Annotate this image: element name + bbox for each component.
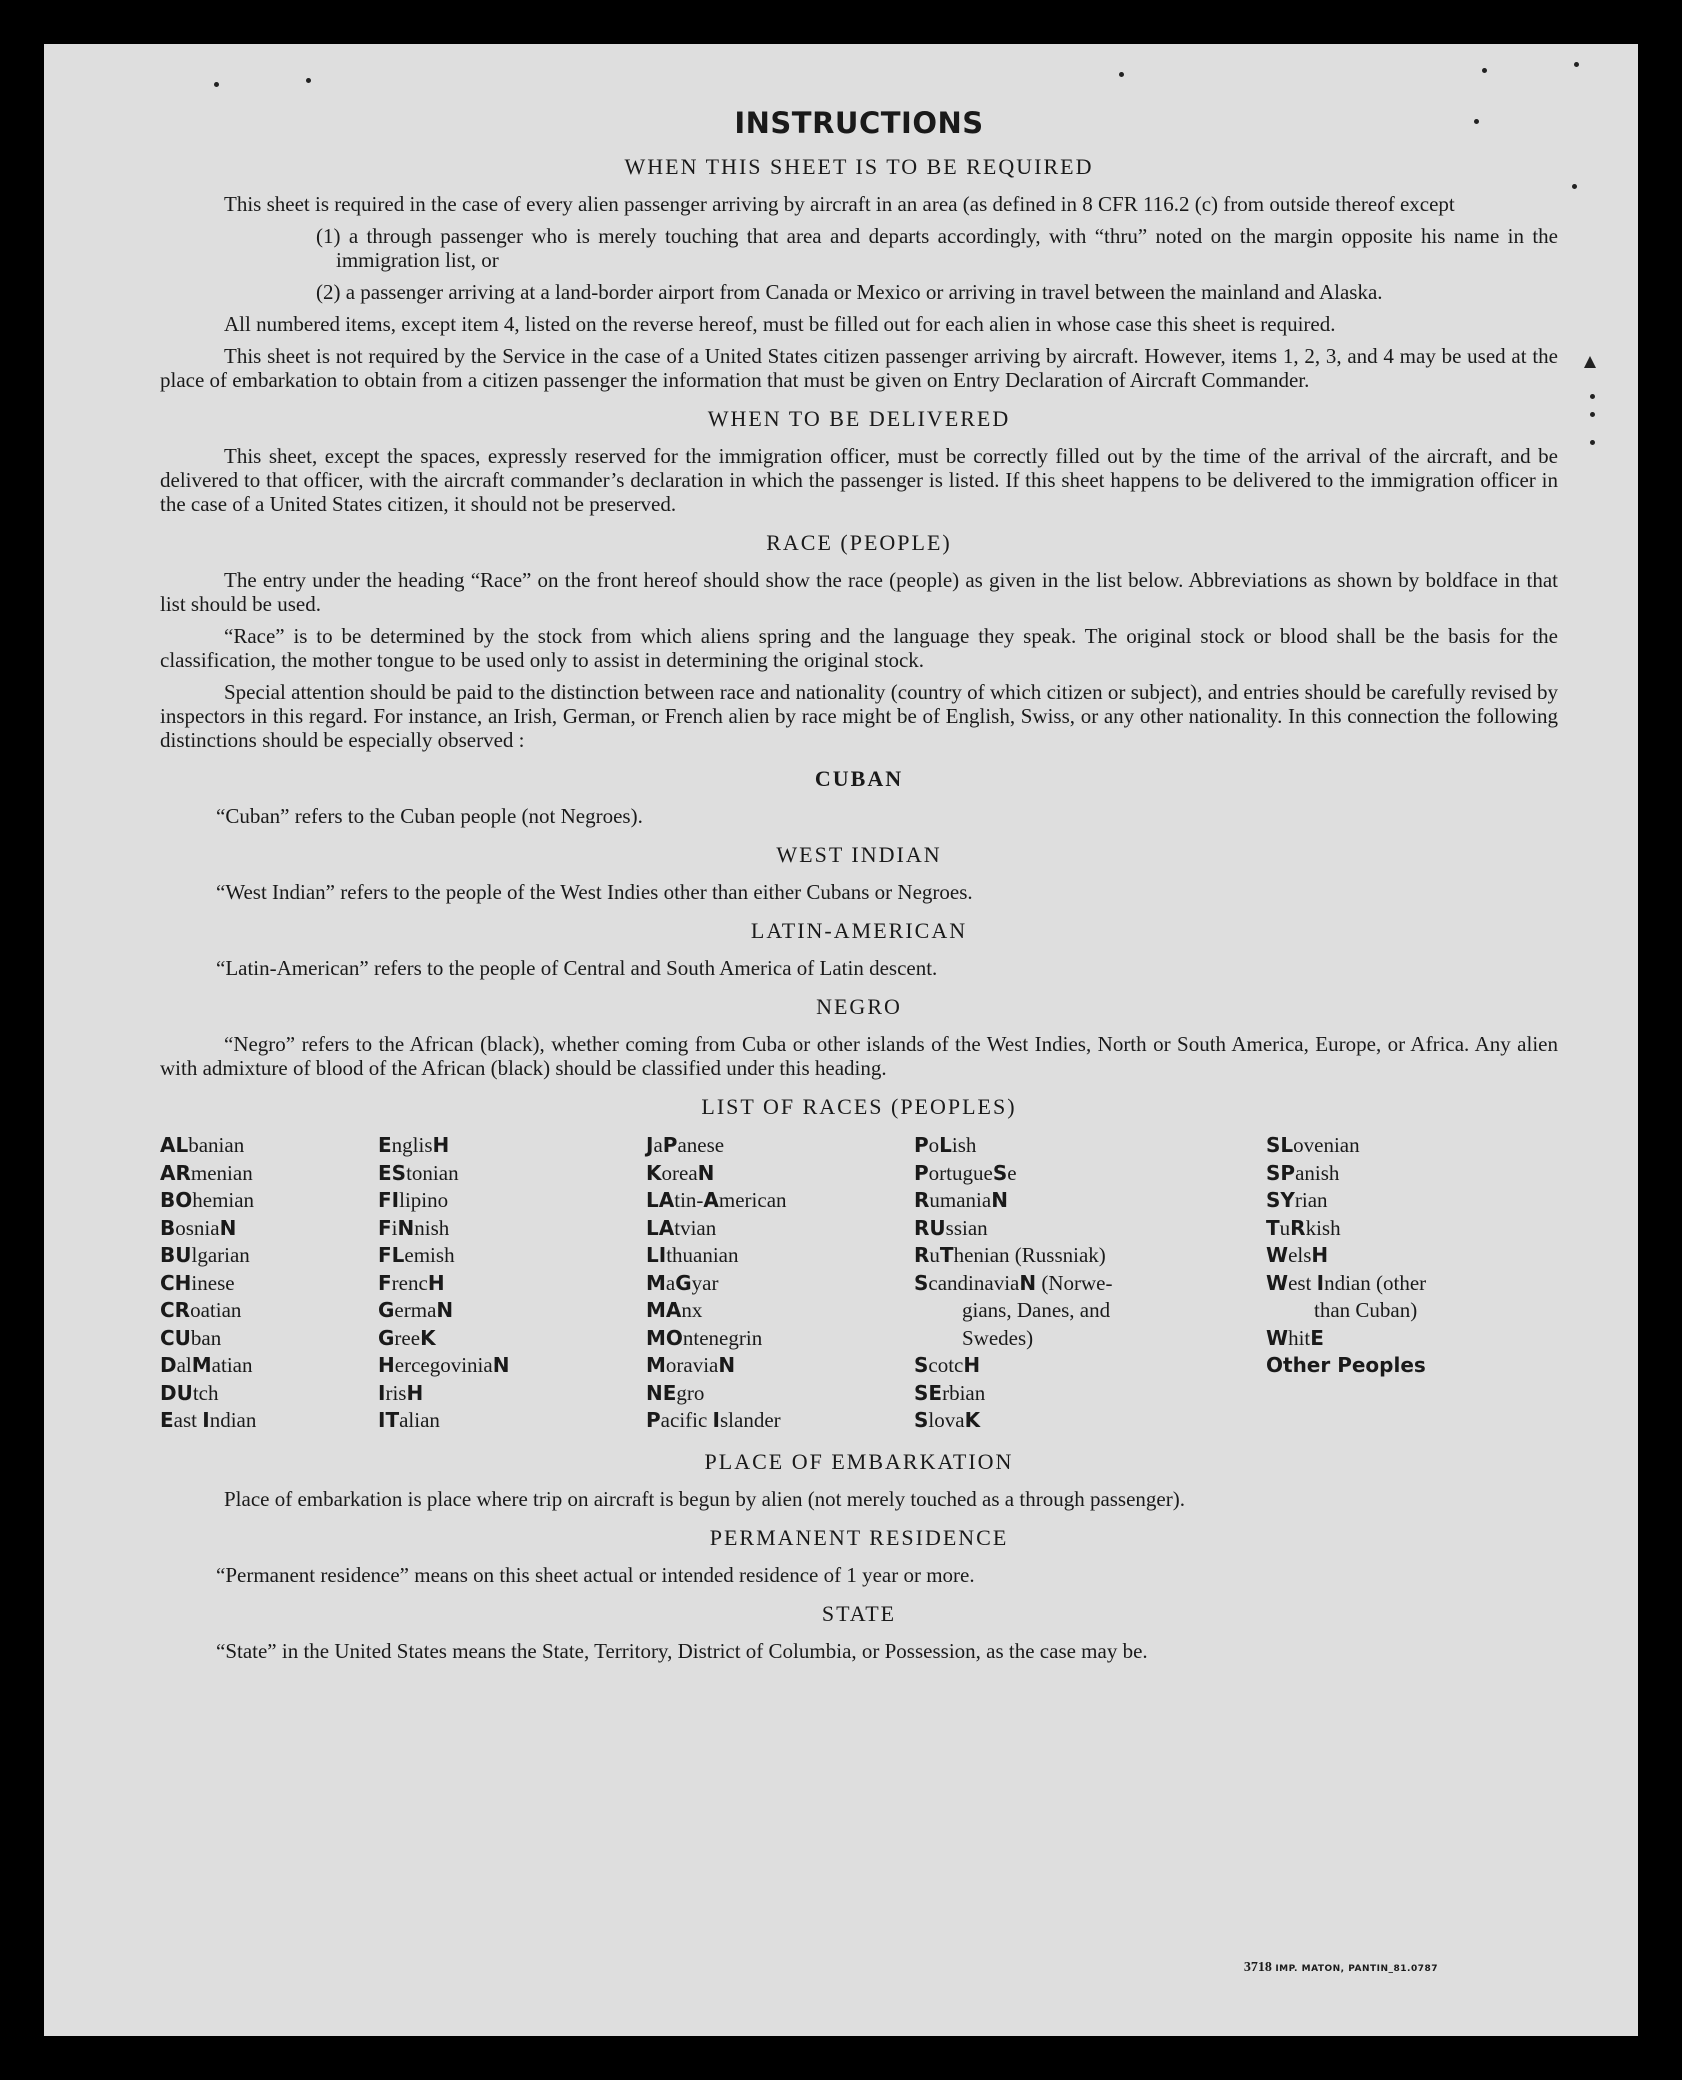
race-list [160, 1132, 1558, 1435]
race-item: PortugueSe [914, 1160, 1017, 1185]
race-item: MaGyar [646, 1270, 719, 1295]
race-para-2: “Race” is to be determined by the stock from which aliens spring and the language they speak. The original stock or blood shall be the basis for the classification, the mother tongue to be used only to assist in determining the original stock. [160, 624, 1558, 672]
race-item: PoLish [914, 1133, 977, 1157]
printer-imprint: IMP. MATON, PANTIN_81.0787 [1275, 1964, 1438, 1974]
race-item: MoraviaN [646, 1353, 736, 1377]
heading-cuban: CUBAN [814, 766, 904, 791]
scan-speck [214, 82, 219, 87]
scan-mark [1584, 356, 1596, 368]
heading-when-required: WHEN THIS SHEET IS TO BE REQUIRED [624, 154, 1094, 179]
race-column-2 [378, 1132, 646, 1435]
required-numbered-items: All numbered items, except item 4, listed on the reverse hereof, must be filled out for each alien in whose case this sheet is required. [224, 312, 1336, 336]
instructions-content [160, 106, 1558, 1671]
race-item: EnglisH [378, 1133, 450, 1157]
scan-speck [1574, 62, 1579, 67]
required-exception-1: (1) a through passenger who is merely touching that area and departs accordingly, with “thru” noted on the margin opposite his name in the immigration list, or [316, 224, 1558, 272]
race-item: HercegoviniaN [378, 1353, 510, 1377]
required-exception-2: (2) a passenger arriving at a land-border airport from Canada or Mexico or arriving in travel between the mainland and Alaska. [316, 280, 1383, 304]
race-item: SlovaK [914, 1408, 981, 1432]
race-para-3: Special attention should be paid to the distinction between race and nationality (country of which citizen or subject), and entries should be carefully revised by inspectors in this regard. For instance, an Irish, German, or French alien by race might be of English, Swiss, or any other nationality. In this connection the following distinctions should be especially observed : [160, 680, 1558, 752]
race-item: Pacific Islander [646, 1408, 781, 1432]
race-item: ALbanian [160, 1133, 245, 1157]
heading-race: RACE (PEOPLE) [766, 530, 952, 555]
race-column-3 [646, 1132, 914, 1435]
race-item: MOntenegrin [646, 1325, 763, 1350]
race-item: ScandinaviaN (Norwe- gians, Danes, and Swedes) [914, 1270, 1113, 1350]
scan-speck [1482, 68, 1487, 73]
race-item: SPanish [1266, 1160, 1340, 1185]
race-item: RumaniaN [914, 1188, 1008, 1212]
heading-negro: NEGRO [816, 994, 902, 1019]
west-indian-text: “West Indian” refers to the people of the West Indies other than either Cubans or Negroes. [216, 880, 973, 904]
form-number: 3718 [1243, 1960, 1272, 1975]
race-item: GreeK [378, 1325, 436, 1350]
race-item: NEgro [646, 1380, 705, 1405]
race-item: CHinese [160, 1270, 235, 1295]
race-item: CUban [160, 1325, 222, 1350]
heading-permanent-residence: PERMANENT RESIDENCE [709, 1524, 1009, 1550]
race-item: Other Peoples [1266, 1353, 1426, 1377]
race-item: BosniaN [160, 1215, 237, 1240]
race-item: RuThenian (Russniak) [914, 1243, 1106, 1267]
race-column-1 [160, 1132, 378, 1435]
race-column-4 [914, 1132, 1266, 1435]
heading-latin-american: LATIN-AMERICAN [750, 918, 968, 943]
race-item: SYrian [1266, 1188, 1328, 1212]
race-item: BUlgarian [160, 1243, 250, 1267]
race-item: WhitE [1266, 1325, 1324, 1350]
race-item: East Indian [160, 1408, 257, 1432]
residence-text: “Permanent residence” means on this sheet actual or intended residence of 1 year or more. [216, 1562, 975, 1587]
heading-state: STATE [821, 1600, 897, 1626]
race-item: RUssian [914, 1215, 988, 1240]
race-item: SLovenian [1266, 1133, 1360, 1157]
race-item: LAtvian [646, 1215, 717, 1240]
required-citizen-note: This sheet is not required by the Service in the case of a United States citizen passenger arriving by aircraft. However, items 1, 2, 3, and 4 may be used at the place of embarkation to obtain from a citizen passenger the information that must be given on Entry Declaration of Aircraft Commander. [160, 344, 1558, 392]
race-item: ScotcH [914, 1353, 981, 1377]
race-item: SErbian [914, 1380, 986, 1405]
delivered-text: This sheet, except the spaces, expressly reserved for the immigration officer, must be correctly filled out by the time of the arrival of the aircraft, and be delivered to that officer, with the aircraft commander’s declaration in which the passenger is listed. If this sheet happens to be delivered to the immigration officer in the case of a United States citizen, it should not be preserved. [160, 444, 1558, 516]
state-text: “State” in the United States means the State, Territory, District of Columbia, or Possession, as the case may be. [216, 1638, 1148, 1663]
scan-speck [1590, 412, 1595, 417]
heading-list-of-races: LIST OF RACES (PEOPLES) [701, 1094, 1017, 1119]
race-item: FrencH [378, 1270, 445, 1295]
race-item: JaPanese [646, 1133, 725, 1157]
race-item: KoreaN [646, 1160, 715, 1185]
race-item: DUtch [160, 1380, 219, 1405]
race-item: FLemish [378, 1243, 455, 1267]
race-item: LAtin-American [646, 1188, 787, 1212]
race-item: GermaN [378, 1298, 454, 1322]
race-item: LIthuanian [646, 1243, 739, 1267]
race-item: FiNnish [378, 1215, 450, 1240]
document-page [44, 44, 1638, 2036]
race-item: MAnx [646, 1298, 703, 1322]
negro-text: “Negro” refers to the African (black), whether coming from Cuba or other islands of the West Indies, North or South America, Europe, or Africa. Any alien with admixture of blood of the African (black) should be classified under this heading. [160, 1032, 1558, 1080]
scan-speck [1590, 394, 1595, 399]
race-item: TuRkish [1266, 1215, 1341, 1240]
race-para-1: The entry under the heading “Race” on the front hereof should show the race (people) as given in the list below. Abbreviations as shown by boldface in that list should be used. [160, 568, 1558, 616]
scan-speck [1119, 72, 1124, 77]
race-item: ITalian [378, 1408, 440, 1432]
cuban-text: “Cuban” refers to the Cuban people (not Negroes). [216, 804, 643, 828]
heading-west-indian: WEST INDIAN [776, 842, 942, 867]
scan-speck [306, 78, 311, 83]
race-item: BOhemian [160, 1188, 255, 1212]
race-item: ARmenian [160, 1160, 253, 1185]
form-footer [1244, 1960, 1438, 1976]
embarkation-text: Place of embarkation is place where trip on aircraft is begun by alien (not merely touched as a through passenger). [224, 1486, 1185, 1511]
scan-speck [1572, 184, 1577, 189]
scan-speck [1590, 440, 1595, 445]
race-item: CRoatian [160, 1298, 242, 1322]
race-item: WelsH [1266, 1243, 1329, 1267]
latin-american-text: “Latin-American” refers to the people of Central and South America of Latin descent. [216, 956, 938, 980]
race-item: DalMatian [160, 1353, 253, 1377]
race-item: IrisH [378, 1380, 424, 1405]
heading-place-of-embarkation: PLACE OF EMBARKATION [704, 1448, 1014, 1474]
race-item: EStonian [378, 1160, 459, 1185]
race-column-5 [1266, 1132, 1558, 1435]
heading-when-delivered: WHEN TO BE DELIVERED [707, 406, 1011, 431]
page-title: INSTRUCTIONS [734, 106, 984, 140]
race-item: FIlipino [378, 1188, 449, 1212]
required-intro: This sheet is required in the case of every alien passenger arriving by aircraft in an area (as defined in 8 CFR 116.2 (c) from outside thereof except [224, 192, 1455, 216]
race-item: West Indian (other than Cuban) [1266, 1270, 1427, 1322]
